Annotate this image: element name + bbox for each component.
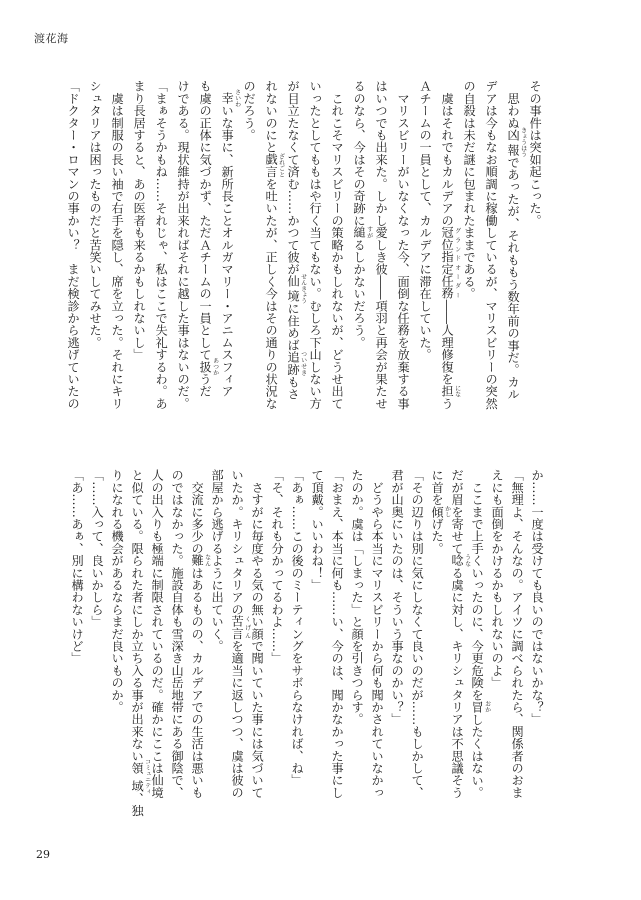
- text-run: デアは今もなお順調に稼働しているが、マリスビリーの突然: [484, 80, 499, 410]
- page-number: 29: [36, 848, 50, 861]
- text-run: 「ドクター・ロマンの事かい？ まだ検診から逃げていたの: [66, 80, 81, 410]
- text-run: まり長居すると、あの医者も来るかもしれないし」: [132, 80, 147, 361]
- text-run: るのなら、今はその奇跡に: [352, 80, 367, 227]
- text-run: 「その辺りは別に気にしなくて良いのだが……もしかして、: [410, 469, 425, 799]
- ruby-base: 傾: [430, 505, 445, 518]
- text-run: るしかないだろう。: [352, 238, 367, 349]
- text-run: のではなかった。施設自体も雪深き山岳地帯にある御陰で、: [170, 469, 185, 799]
- text-run: りになれる機会があるならまだ良いものか。: [110, 469, 125, 713]
- text-run: えにも面倒をかけるかもしれないのよ」: [490, 469, 505, 689]
- text-run: 虞はそれでもカルデアの: [440, 80, 455, 227]
- text-run: もさ: [286, 375, 301, 401]
- ruby-base: 凶報: [506, 127, 521, 158]
- ruby-base: 難: [190, 554, 205, 567]
- ruby-base: 追跡: [286, 351, 301, 376]
- ruby-base: 冠位指定任務: [440, 226, 455, 300]
- text-run: のだろう。: [242, 80, 257, 141]
- ruby-word: [130, 758, 151, 795]
- text-run: と似ている。限られた者にしか立ち入る事が出来ない: [130, 469, 145, 762]
- text-run: る虞に対し、キリシュタリアは不思議そう: [450, 566, 465, 799]
- text-line: [511, 469, 523, 798]
- text-run: 「あぁ……この後のミーティングをサボらなければ、ね」: [290, 469, 305, 787]
- text-line: [271, 469, 283, 664]
- text-run: いったとしてももはや行く当てもない。むしろ下山しない方: [308, 80, 323, 410]
- ruby-word: [450, 554, 471, 567]
- text-run: 「あ……あぁ、別に構わないけど」: [70, 469, 85, 665]
- text-run: れないのにと: [264, 80, 279, 154]
- text-run: 交流に多少の: [190, 469, 205, 555]
- ruby-word: [430, 505, 451, 518]
- text-run: 「……入って、良いかしら」: [90, 469, 105, 628]
- text-line: [471, 469, 490, 798]
- text-line: [371, 469, 383, 798]
- ruby-reading: にな: [453, 384, 461, 398]
- text-run: さすがに毎度やる気の無い顔で聞いていた事には気づいて: [250, 469, 265, 799]
- ruby-base: 扱: [198, 357, 213, 376]
- ruby-reading: うな: [463, 554, 471, 567]
- text-run: を吐いたが、正しく今はその通りの状況な: [264, 177, 279, 410]
- text-line: [91, 469, 103, 628]
- text-run: けである。現状維持が出来ればそれに越した事はないのだ。: [176, 80, 191, 410]
- text-run: たのか。虞は「しまった」と顔を引きつらす。: [350, 469, 365, 726]
- ruby-reading: おか: [483, 700, 491, 714]
- text-line: [311, 469, 323, 591]
- ruby-base: 幸: [220, 89, 235, 108]
- text-line: [131, 469, 150, 816]
- text-run: 思わぬ: [506, 80, 521, 129]
- text-run: に住めば: [286, 302, 301, 352]
- text-run: どうやら本当にマリスビリーから何も聞かされていなかっ: [370, 469, 385, 799]
- text-line: [391, 469, 403, 725]
- text-line: [191, 469, 210, 798]
- ruby-word: [470, 700, 491, 714]
- text-run: これこそマリスビリーの策略かもしれないが、どうせ出て: [330, 80, 345, 410]
- text-line: [151, 469, 163, 798]
- ruby-word: [230, 615, 251, 640]
- ruby-base: 苦言: [230, 615, 245, 640]
- ruby-base: 仙境: [286, 273, 301, 304]
- text-run: したくはない。: [470, 713, 485, 799]
- text-run: いな事に、新所長ことオルガマリー・アニムスフィア: [220, 104, 235, 398]
- text-run: 人の出入りも極端に制限されているのだ。確かにここは仙境: [150, 469, 165, 799]
- text-run: 部屋から逃げるように出ていく。: [210, 469, 225, 652]
- text-run: はいつでも出来た。しかし愛しき彼――項羽と再会が果たせ: [374, 80, 389, 410]
- text-run: が目立たなくて済む……かつて彼が: [286, 80, 301, 276]
- text-line: [491, 469, 503, 689]
- ruby-base: 冒: [470, 700, 485, 714]
- text-run: シュタリアは困ったものだと苦笑いしてみせた。: [88, 80, 103, 349]
- text-line: [211, 469, 223, 652]
- text-run: であったが、それももう数年前の事だ。カル: [506, 156, 521, 401]
- text-run: 「無理よ、そんなの。アイツに調べられたら、関係者のおま: [510, 469, 525, 799]
- text-run: ここまで上手くいったのに、今更危険を: [470, 469, 485, 701]
- text-run: か……一度は受けても良いのではないかな？」: [530, 469, 545, 726]
- ruby-reading: コミュニティ: [143, 758, 151, 795]
- ruby-reading: すが: [365, 226, 373, 239]
- ruby-base: 領域: [130, 758, 145, 795]
- ruby-reading: なん: [203, 554, 211, 567]
- ruby-base: 縋: [352, 226, 367, 239]
- text-run: いたか。キリシュタリアの: [230, 469, 245, 616]
- text-run: マリスビリーがいなくなった今、面倒な任務を放棄する事: [396, 80, 411, 410]
- ruby-base: 戯言: [264, 153, 279, 178]
- text-run: 君が山奥にいたのは、そういう事なのかい？」: [390, 469, 405, 726]
- text-line: [351, 469, 363, 725]
- text-run: はあるものの、カルデアでの生活は悪いも: [190, 566, 205, 799]
- text-run: 、独: [130, 792, 145, 817]
- text-run: ――人理修復を: [440, 299, 455, 385]
- ruby-base: 担: [440, 384, 455, 398]
- text-line: [531, 469, 543, 725]
- text-run: Ａチームの一員として、カルデアに滞在していた。: [418, 80, 433, 361]
- ruby-word: [190, 554, 211, 567]
- text-line: [331, 469, 343, 798]
- text-run: 「まぁそうかもね……それじゃ、私はここで失礼するわ。あ: [154, 80, 169, 410]
- text-line: [451, 469, 470, 798]
- text-run: 虞は制服の長い袖で右手を隠し、席を立った。それにキリ: [110, 80, 125, 410]
- text-line: [411, 469, 423, 798]
- text-run: 「そ、それも分かってるわよ……」: [270, 469, 285, 665]
- text-run: を適当に返しつつ、虞は彼の: [230, 639, 245, 799]
- ruby-reading: ついせき: [299, 351, 307, 376]
- text-run: うだ: [198, 372, 213, 398]
- text-run: だが眉を寄せて: [450, 469, 465, 555]
- ruby-reading: グランドオーダー: [453, 226, 461, 300]
- text-line: [431, 469, 450, 554]
- text-run: て頂戴。いいわね！」: [310, 469, 325, 591]
- ruby-reading: くげん: [243, 615, 251, 640]
- text-run: の自殺は未だ謎に包まれたままである。: [462, 80, 477, 300]
- ruby-base: 唸: [450, 554, 465, 567]
- text-line: [171, 469, 183, 798]
- text-run: う: [440, 397, 455, 410]
- text-line: [71, 469, 83, 664]
- text-run: げた。: [430, 517, 445, 555]
- text-line: [291, 469, 303, 786]
- text-line: [231, 469, 250, 798]
- ruby-reading: きょうほう: [519, 127, 527, 158]
- ruby-reading: あつか: [211, 357, 219, 376]
- ruby-reading: せんきょう: [299, 273, 307, 304]
- text-line: [251, 469, 263, 798]
- text-line: [111, 469, 123, 713]
- running-header: 渡花海: [34, 32, 69, 45]
- text-run: その事件は突如起こった。: [528, 80, 543, 227]
- ruby-reading: かし: [443, 505, 451, 518]
- ruby-reading: さいわ: [233, 89, 241, 108]
- text-run: に首を: [430, 469, 445, 506]
- ruby-reading: ざれごと: [277, 153, 285, 178]
- text-run: も虞の正体に気づかず、ただＡチームの一員として: [198, 80, 213, 361]
- text-run: 「おまえ、本当に何も……い、今のは、聞かなかった事にし: [330, 469, 345, 799]
